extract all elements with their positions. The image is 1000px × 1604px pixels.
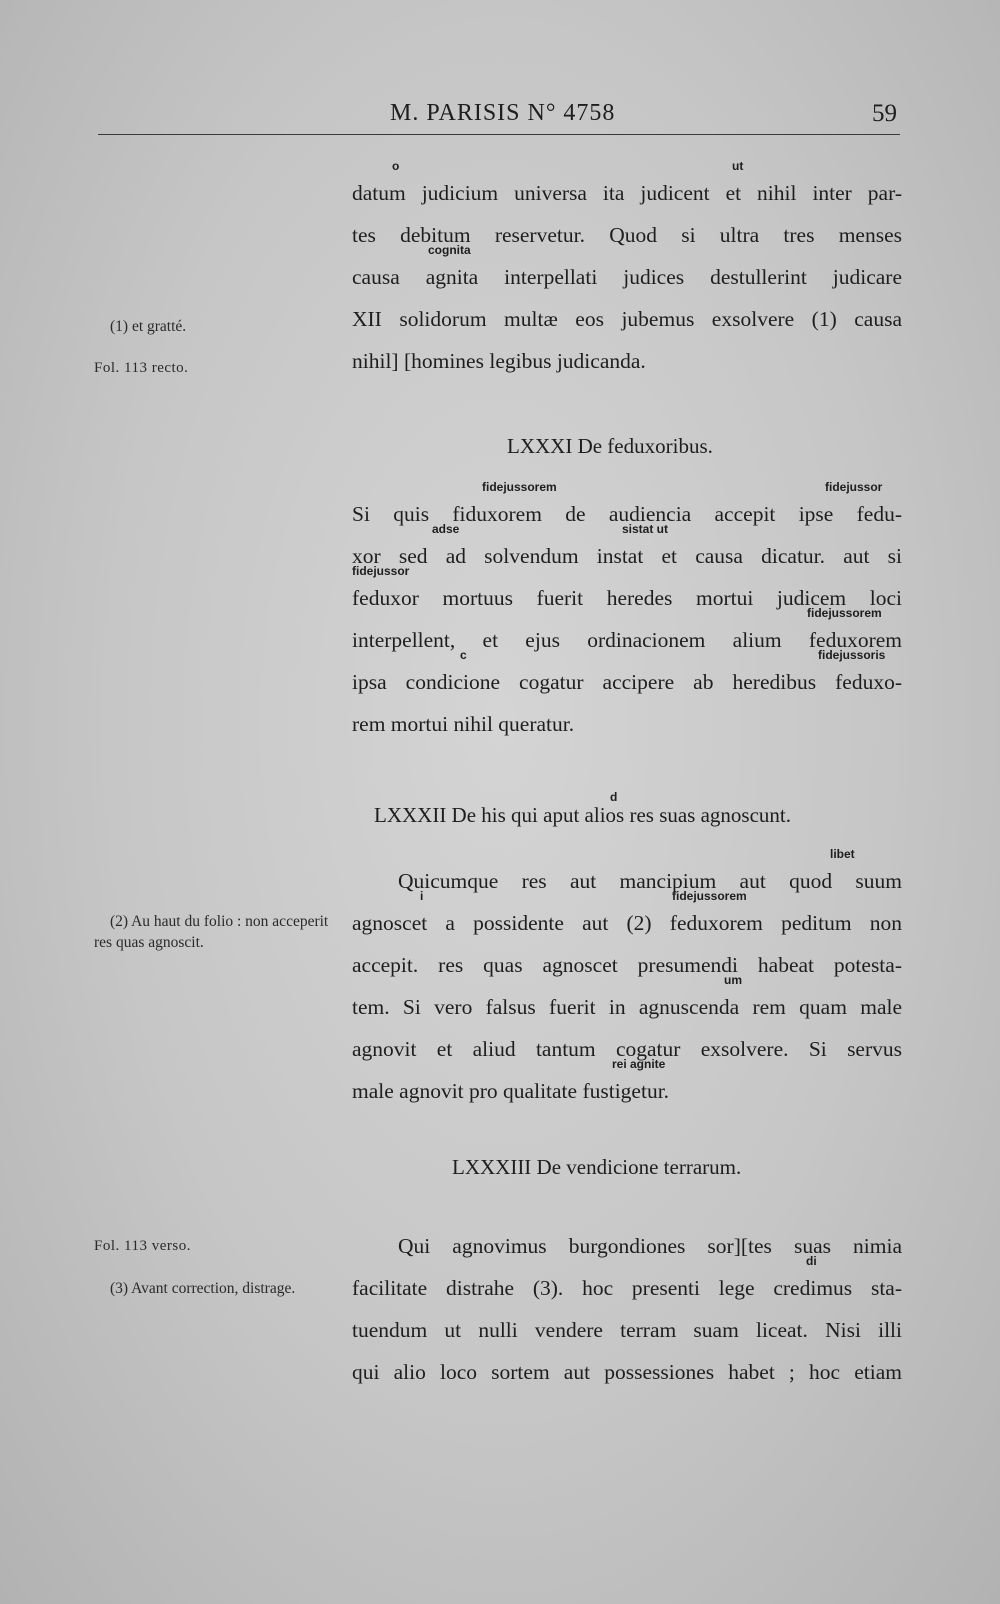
text-line: Qui agnovimus burgondiones sor][tes suas nimia (398, 1234, 902, 1258)
text-line (352, 889, 902, 944)
running-header (0, 98, 1000, 132)
text-line: tes debitum reservetur. Quod si ultra tres menses (352, 223, 902, 247)
margin-note-1: (1) et gratté. (110, 318, 187, 335)
interlinear-gloss: fidejussor (825, 480, 883, 494)
text-line: XII solidorum multæ eos jubemus exsolvere (1) causa (352, 307, 902, 331)
margin-folio-113-recto: Fol. 113 recto. (94, 360, 189, 376)
section-82 (352, 847, 902, 1112)
interlinear-gloss: o (392, 159, 400, 173)
line-text: agnoscet a possidente aut (2) feduxorem peditum non (352, 911, 902, 935)
interlinear-gloss: rei agnite (612, 1057, 666, 1071)
text-line: qui alio loco sortem aut possessiones habet ; hoc etiam (352, 1360, 902, 1384)
text-line (352, 159, 902, 214)
interlinear-gloss: ut (732, 159, 744, 173)
line-text: causa agnita interpellati judices destullerint judicare (352, 265, 902, 289)
line-text: ipsa condicione cogatur accipere ab heredibus feduxo- (352, 670, 902, 694)
text-line (352, 1057, 902, 1112)
interlinear-gloss: i (420, 889, 424, 903)
interlinear-gloss: cognita (428, 243, 471, 257)
margin-note-2: (2) Au haut du folio : non acceperit res quas agnoscit. (94, 913, 329, 951)
header-rule (98, 134, 900, 135)
interlinear-gloss: adse (432, 522, 460, 536)
interlinear-gloss: fidejussor (352, 564, 410, 578)
text-line (352, 648, 902, 703)
section-83 (352, 1225, 902, 1393)
page-number: 59 (872, 100, 897, 127)
line-text: interpellent, et ejus ordinacionem alium feduxorem (352, 628, 902, 652)
line-text: male agnovit pro qualitate fustigetur. (352, 1079, 670, 1103)
interlinear-gloss: fidejussorem (482, 480, 557, 494)
section-81 (352, 480, 902, 745)
text-line (352, 522, 902, 577)
section-heading-83: LXXXIII De vendicione terrarum. (452, 1155, 742, 1179)
interlinear-gloss: fidejussoris (818, 648, 886, 662)
text-line (352, 243, 902, 298)
section-heading-81: LXXXI De feduxoribus. (507, 434, 713, 458)
line-text: tem. Si vero falsus fuerit in agnuscenda rem quam male (352, 995, 902, 1019)
section-intro (352, 159, 902, 382)
interlinear-gloss: d (610, 790, 618, 804)
margin-folio-113-verso: Fol. 113 verso. (94, 1238, 191, 1254)
text-line: rem mortui nihil queratur. (352, 712, 575, 736)
interlinear-gloss: fidejussorem (807, 606, 882, 620)
text-line: tuendum ut nulli vendere terram suam liceat. Nisi illi (352, 1318, 902, 1342)
interlinear-gloss: um (724, 973, 742, 987)
interlinear-gloss: di (806, 1254, 817, 1268)
line-text: xor sed ad solvendum instat et causa dicatur. aut si (352, 544, 902, 568)
line-text: Si quis fiduxorem de audiencia accepit ipse fedu- (352, 502, 902, 526)
text-line: accepit. res quas agnoscet presumendi habeat potesta- (352, 953, 902, 977)
margin-note-3: (3) Avant correction, distrage. (110, 1280, 296, 1297)
text-line: agnovit et aliud tantum cogatur exsolvere. Si servus (352, 1037, 902, 1061)
text-line (352, 1254, 902, 1309)
interlinear-gloss: libet (830, 847, 855, 861)
section-heading-82 (374, 790, 792, 828)
header-title: M. PARISIS N° 4758 (390, 100, 616, 126)
line-text: Quicumque res aut mancipium aut quod suum (398, 869, 902, 893)
text-line (352, 847, 902, 902)
interlinear-gloss: sistat ut (622, 522, 669, 536)
interlinear-gloss: c (460, 648, 467, 662)
line-text: facilitate distrahe (3). hoc presenti lege credimus sta- (352, 1276, 902, 1300)
text-line: nihil] [homines legibus judicanda. (352, 349, 646, 373)
line-text: feduxor mortuus fuerit heredes mortui judicem loci (352, 586, 902, 610)
text-line (352, 973, 902, 1028)
heading-text: LXXXII De his qui aput alios res suas agnoscunt. (374, 803, 792, 827)
interlinear-gloss: fidejussorem (672, 889, 747, 903)
line-text: datum judicium universa ita judicent et nihil inter par- (352, 181, 902, 205)
